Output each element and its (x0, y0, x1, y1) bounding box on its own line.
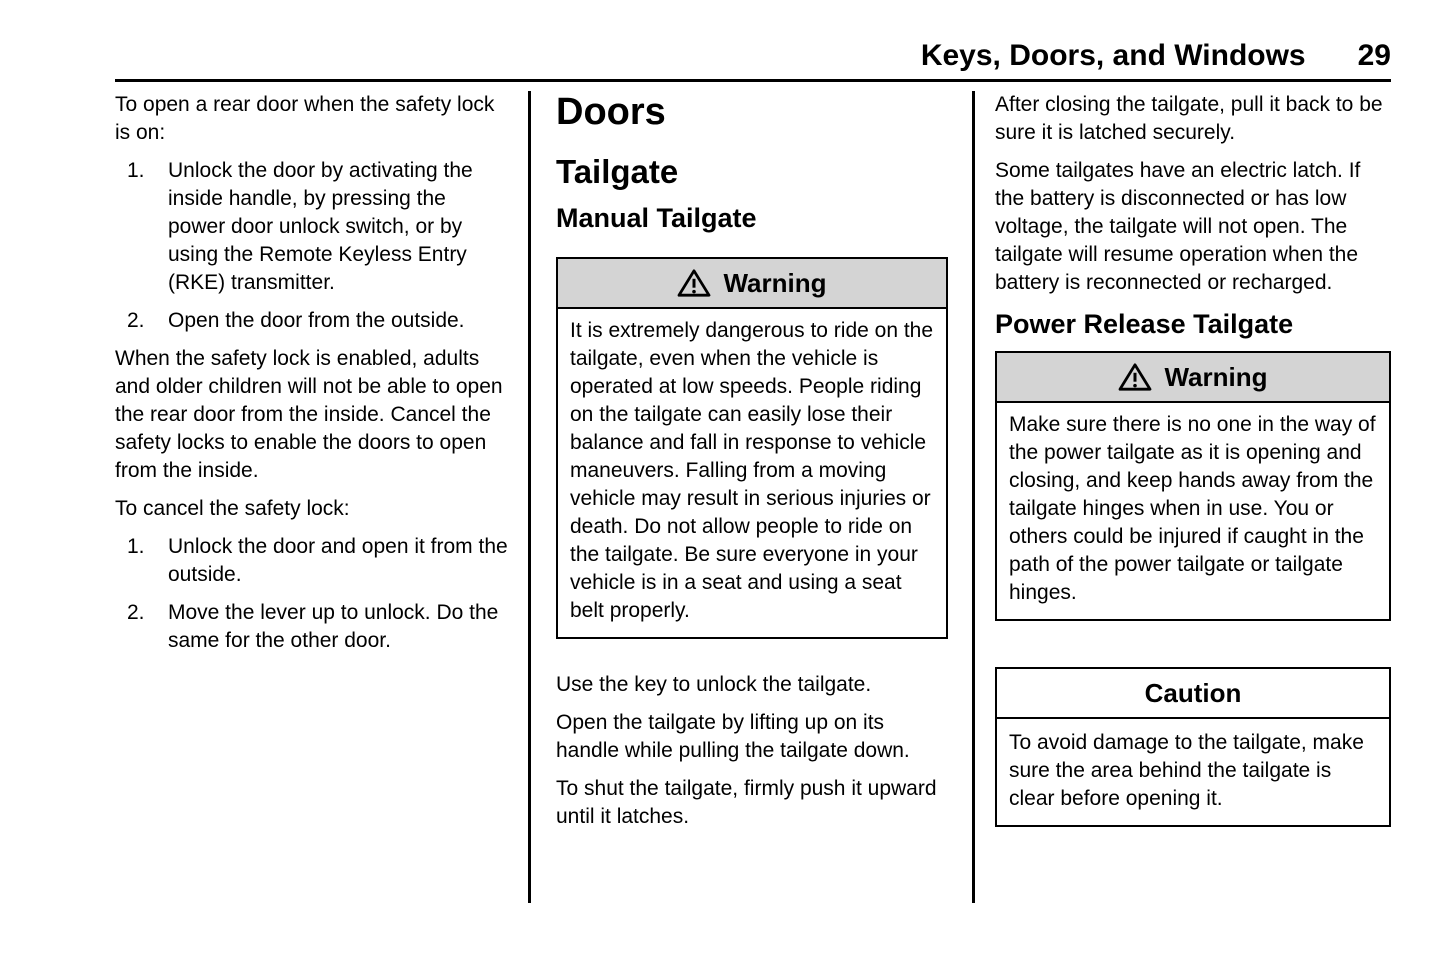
list-text: Unlock the door by activating the inside handle, by pressing the power door unlock switch, or by using the Remote Keyless Entry (RKE) transmitter. (168, 159, 473, 294)
warning-label: Warning (723, 268, 827, 298)
warning-triangle-icon (677, 268, 711, 298)
warning-box (995, 351, 1391, 621)
column-right (975, 91, 1391, 903)
page-header (115, 0, 1391, 82)
warning-body: It is extremely dangerous to ride on the tailgate, even when the vehicle is operated at low speeds. People riding on the tailgate can easily lose their balance and fall in response to vehicle maneuvers. Falling from a moving vehicle may result in serious injuries or death. Do not allow people to ride on the tailgate. Be sure everyone in your vehicle is in a seat and using a seat belt properly. (570, 319, 934, 622)
warning-triangle-icon (1118, 362, 1152, 392)
warning-body: Make sure there is no one in the way of the power tailgate as it is opening and closing, and keep hands away from the tailgate hinges when in use. You or others could be injured if caught in the path of the power tailgate or tailgate hinges. (1009, 413, 1376, 604)
subsection-title-tailgate: Tailgate (556, 153, 679, 190)
list-item (115, 157, 508, 297)
paragraph: To cancel the safety lock: (115, 497, 350, 520)
list-item (115, 307, 508, 335)
caution-body: To avoid damage to the tailgate, make sure the area behind the tailgate is clear before opening it. (1009, 731, 1364, 810)
paragraph: When the safety lock is enabled, adults and older children will not be able to open the rear door from the inside. Cancel the safety locks to enable the doors to open from the inside. (115, 347, 503, 482)
columns (115, 91, 1391, 903)
paragraph: Use the key to unlock the tailgate. (556, 673, 872, 696)
list-item (115, 599, 508, 655)
paragraph: Open the tailgate by lifting up on its handle while pulling the tailgate down. (556, 711, 910, 762)
list-text: Open the door from the outside. (168, 309, 465, 332)
list-text: Unlock the door and open it from the outside. (168, 535, 508, 586)
warning-label: Warning (1164, 362, 1268, 392)
paragraph: Some tailgates have an electric latch. If the battery is disconnected or has low voltage, the tailgate will not open. The tailgate will resume operation when the battery is reconnected or recharged. (995, 159, 1361, 294)
warning-box-header (997, 353, 1389, 403)
list-number: 2. (127, 601, 145, 624)
paragraph: After closing the tailgate, pull it back to be sure it is latched securely. (995, 93, 1383, 144)
paragraph-intro: To open a rear door when the safety lock is on: (115, 93, 495, 144)
list-text: Move the lever up to unlock. Do the same for the other door. (168, 601, 499, 652)
list-item (115, 533, 508, 589)
subsubsection-title-power-release-tailgate: Power Release Tailgate (995, 309, 1294, 339)
caution-box-header (997, 669, 1389, 719)
page-title: Keys, Doors, and Windows (920, 39, 1306, 72)
warning-box-header (558, 259, 946, 309)
page-content (115, 0, 1391, 903)
list-number: 2. (127, 309, 145, 332)
subsubsection-title-manual-tailgate: Manual Tailgate (556, 203, 757, 233)
caution-label: Caution (1144, 678, 1242, 708)
caution-box (995, 667, 1391, 827)
column-left (115, 91, 528, 903)
list-number: 1. (127, 159, 145, 182)
list-number: 1. (127, 535, 145, 558)
warning-box (556, 257, 948, 639)
column-middle (531, 91, 972, 903)
section-title-doors: Doors (556, 91, 666, 133)
page-number: 29 (1357, 39, 1391, 72)
paragraph: To shut the tailgate, firmly push it upward until it latches. (556, 777, 937, 828)
